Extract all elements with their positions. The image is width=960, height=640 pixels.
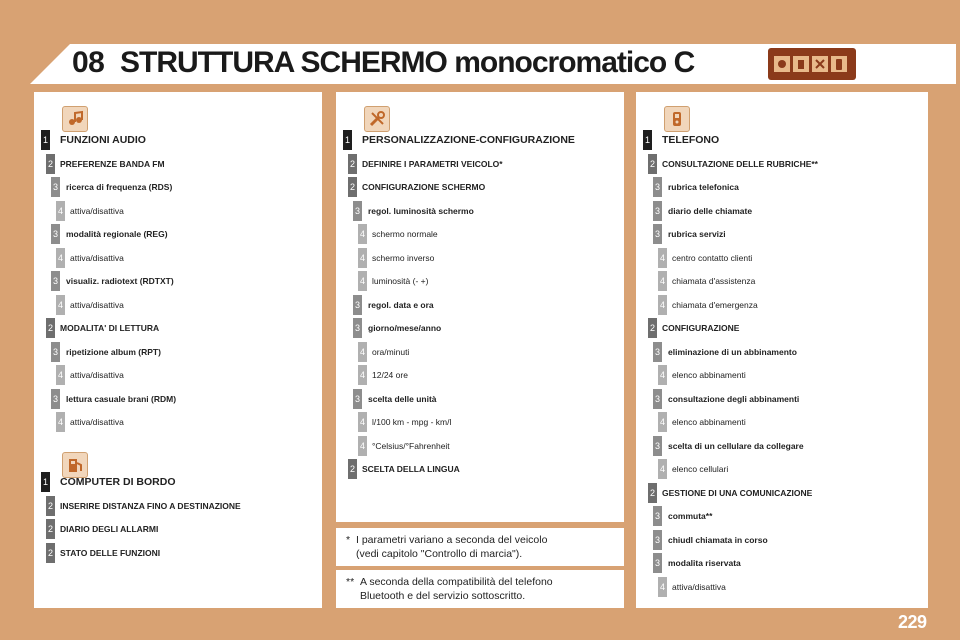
menu-item-label: regol. luminosità schermo [368, 205, 474, 216]
level-badge: 1 [343, 130, 352, 150]
level-badge: 4 [358, 224, 367, 244]
menu-item-label: lettura casuale brani (RDM) [66, 393, 177, 404]
menu-item-level-2 [336, 154, 624, 174]
phone-icon [664, 106, 690, 132]
level-badge: 3 [353, 201, 362, 221]
menu-item-label: regol. data e ora [368, 299, 434, 310]
menu-item-level-4 [336, 224, 624, 244]
menu-item-label: consultazione degli abbinamenti [668, 393, 800, 404]
level-badge: 3 [653, 389, 662, 409]
menu-item-label: attiva/disattiva [70, 417, 124, 427]
level-badge: 2 [648, 318, 657, 338]
menu-item-label: ripetizione album (RPT) [66, 346, 161, 357]
level-badge: 4 [358, 436, 367, 456]
menu-item-label: chiamata d'assistenza [672, 276, 756, 286]
tools-icon [364, 106, 390, 132]
menu-item-level-2 [34, 496, 322, 516]
level-badge: 3 [51, 271, 60, 291]
level-badge: 4 [658, 412, 667, 432]
footnote-1-mark: * [346, 534, 351, 546]
menu-item-label: MODALITA' DI LETTURA [60, 323, 160, 333]
footnote-1-line-2: (vedi capitolo "Controllo di marcia"). [356, 548, 523, 560]
menu-item-label: eliminazione di un abbinamento [668, 346, 797, 357]
menu-item-label: rubrica telefonica [668, 182, 739, 192]
menu-item-level-2 [336, 177, 624, 197]
menu-item-level-3 [336, 389, 624, 409]
level-badge: 2 [648, 154, 657, 174]
audio-icon [62, 106, 88, 132]
menu-item-level-4 [636, 577, 928, 597]
menu-item-level-3 [636, 553, 928, 573]
menu-item-label: STATO DELLE FUNZIONI [60, 547, 161, 558]
panel-personalization [336, 92, 624, 522]
level-badge: 3 [353, 318, 362, 338]
menu-item-label: centro contatto clienti [672, 252, 753, 263]
menu-item-level-2 [636, 318, 928, 338]
menu-item-label: chiudl chiamata in corso [668, 534, 768, 545]
page-title: STRUTTURA SCHERMO monocromatico C [120, 46, 695, 79]
menu-item-label: °Celsius/°Fahrenheit [372, 440, 450, 451]
level-badge: 3 [51, 342, 60, 362]
level-badge: 4 [56, 365, 65, 385]
level-badge: 3 [51, 177, 60, 197]
menu-item-level-2 [34, 543, 322, 563]
menu-item-level-3 [636, 224, 928, 244]
level-badge: 4 [658, 248, 667, 268]
menu-item-level-2 [34, 318, 322, 338]
menu-item-label: scelta di un cellulare da collegare [668, 440, 804, 451]
menu-item-label: attiva/disattiva [70, 299, 124, 310]
menu-icons-strip [768, 48, 856, 80]
menu-item-level-1 [34, 130, 322, 150]
footnote-1 [336, 528, 624, 566]
level-badge: 4 [658, 365, 667, 385]
menu-item-label: 12/24 ore [372, 370, 408, 380]
level-badge: 2 [348, 177, 357, 197]
menu-item-level-3 [636, 389, 928, 409]
menu-item-level-4 [34, 295, 322, 315]
footnote-2 [336, 570, 624, 608]
menu-item-level-3 [336, 318, 624, 338]
level-badge: 1 [643, 130, 652, 150]
menu-item-label: CONFIGURAZIONE [662, 323, 740, 333]
level-badge: 4 [56, 412, 65, 432]
level-badge: 3 [653, 553, 662, 573]
level-badge: 3 [653, 506, 662, 526]
level-badge: 4 [658, 577, 667, 597]
menu-item-label: SCELTA DELLA LINGUA [362, 464, 460, 474]
menu-item-label: GESTIONE DI UNA COMUNICAZIONE [662, 487, 813, 498]
menu-item-level-3 [336, 295, 624, 315]
menu-item-level-3 [636, 177, 928, 197]
menu-item-label: elenco cellulari [672, 464, 729, 474]
level-badge: 4 [56, 248, 65, 268]
menu-item-level-4 [34, 412, 322, 432]
menu-item-label: attiva/disattiva [672, 581, 726, 592]
menu-item-level-4 [636, 295, 928, 315]
menu-item-level-2 [34, 519, 322, 539]
menu-item-level-2 [336, 459, 624, 479]
level-badge: 4 [358, 365, 367, 385]
level-badge: 2 [46, 154, 55, 174]
menu-item-label: TELEFONO [662, 134, 720, 146]
page-number: 229 [898, 612, 927, 632]
menu-item-label: PREFERENZE BANDA FM [60, 158, 165, 169]
menu-item-level-3 [34, 271, 322, 291]
level-badge: 3 [353, 295, 362, 315]
menu-item-level-3 [636, 506, 928, 526]
menu-item-level-4 [636, 412, 928, 432]
menu-item-level-1 [336, 130, 624, 150]
level-badge: 2 [46, 496, 55, 516]
level-badge: 3 [653, 342, 662, 362]
menu-item-level-4 [636, 459, 928, 479]
level-badge: 2 [46, 543, 55, 563]
menu-item-label: FUNZIONI AUDIO [60, 134, 146, 146]
level-badge: 4 [358, 342, 367, 362]
menu-item-label: modalita riservata [668, 558, 741, 568]
menu-item-label: commuta** [668, 511, 713, 521]
panel-audio-computer [34, 92, 322, 608]
menu-item-label: schermo normale [372, 229, 438, 239]
menu-item-label: elenco abbinamenti [672, 370, 746, 380]
menu-item-level-4 [34, 248, 322, 268]
level-badge: 2 [348, 154, 357, 174]
menu-item-level-4 [636, 365, 928, 385]
menu-item-level-4 [636, 271, 928, 291]
function-icons [772, 52, 852, 76]
menu-item-label: attiva/disattiva [70, 370, 124, 380]
level-badge: 3 [653, 177, 662, 197]
menu-item-level-3 [636, 342, 928, 362]
level-badge: 3 [353, 389, 362, 409]
level-badge: 4 [56, 295, 65, 315]
menu-item-label: luminosità (- +) [372, 276, 429, 286]
level-badge: 2 [648, 483, 657, 503]
menu-item-level-4 [336, 412, 624, 432]
level-badge: 3 [653, 224, 662, 244]
footnote-2-mark: ** [346, 576, 355, 588]
level-badge: 1 [41, 130, 50, 150]
menu-item-level-4 [336, 342, 624, 362]
level-badge: 3 [653, 436, 662, 456]
panel-telephone [636, 92, 928, 608]
level-badge: 3 [51, 389, 60, 409]
menu-item-level-3 [636, 436, 928, 456]
level-badge: 2 [348, 459, 357, 479]
menu-item-label: ricerca di frequenza (RDS) [66, 182, 173, 192]
menu-item-level-1 [34, 472, 322, 492]
level-badge: 4 [658, 459, 667, 479]
footnote-2-line-2: Bluetooth e del servizio sottoscritto. [360, 590, 526, 602]
level-badge: 1 [41, 472, 50, 492]
menu-item-level-3 [34, 177, 322, 197]
level-badge: 2 [46, 318, 55, 338]
menu-item-level-4 [336, 365, 624, 385]
menu-item-label: CONSULTAZIONE DELLE RUBRICHE** [662, 158, 818, 169]
menu-item-label: COMPUTER DI BORDO [60, 476, 176, 488]
menu-item-label: DEFINIRE I PARAMETRI VEICOLO* [362, 158, 503, 169]
menu-item-level-3 [336, 201, 624, 221]
menu-item-label: chiamata d'emergenza [672, 299, 758, 310]
menu-item-level-3 [34, 342, 322, 362]
menu-item-label: giorno/mese/anno [368, 323, 442, 333]
chapter-number: 08 [72, 46, 105, 79]
footnote-1-line-1: I parametri variano a seconda del veicolo [356, 534, 548, 546]
level-badge: 4 [358, 412, 367, 432]
menu-item-level-3 [636, 201, 928, 221]
menu-item-label: INSERIRE DISTANZA FINO A DESTINAZIONE [60, 500, 241, 511]
menu-item-level-3 [636, 530, 928, 550]
menu-item-label: rubrica servizi [668, 229, 726, 239]
menu-item-label: PERSONALIZZAZIONE-CONFIGURAZIONE [362, 134, 575, 146]
level-badge: 3 [653, 201, 662, 221]
menu-item-label: l/100 km - mpg - km/l [372, 417, 452, 427]
menu-item-level-4 [636, 248, 928, 268]
menu-item-label: ora/minuti [372, 346, 410, 357]
level-badge: 4 [358, 248, 367, 268]
level-badge: 3 [51, 224, 60, 244]
menu-item-level-4 [336, 436, 624, 456]
menu-item-label: modalità regionale (REG) [66, 229, 168, 239]
menu-item-label: diario delle chiamate [668, 205, 753, 216]
menu-item-level-4 [336, 271, 624, 291]
level-badge: 2 [46, 519, 55, 539]
menu-item-label: CONFIGURAZIONE SCHERMO [362, 182, 486, 192]
level-badge: 4 [658, 295, 667, 315]
menu-item-level-3 [34, 389, 322, 409]
menu-item-level-4 [34, 365, 322, 385]
menu-item-level-2 [34, 154, 322, 174]
level-badge: 4 [658, 271, 667, 291]
level-badge: 4 [358, 271, 367, 291]
footnote-2-line-1: A seconda della compatibilità del telefono [360, 576, 553, 588]
level-badge: 4 [56, 201, 65, 221]
menu-item-label: attiva/disattiva [70, 252, 124, 263]
menu-item-label: schermo inverso [372, 252, 435, 263]
menu-item-label: elenco abbinamenti [672, 417, 746, 427]
level-badge: 3 [653, 530, 662, 550]
menu-item-level-4 [34, 201, 322, 221]
menu-item-level-2 [636, 483, 928, 503]
menu-item-level-3 [34, 224, 322, 244]
menu-item-level-4 [336, 248, 624, 268]
menu-item-label: attiva/disattiva [70, 205, 124, 216]
menu-item-level-1 [636, 130, 928, 150]
menu-item-label: scelta delle unità [368, 393, 437, 404]
menu-item-label: DIARIO DEGLI ALLARMI [60, 524, 159, 534]
menu-item-label: visualiz. radiotext (RDTXT) [66, 276, 174, 286]
menu-item-level-2 [636, 154, 928, 174]
